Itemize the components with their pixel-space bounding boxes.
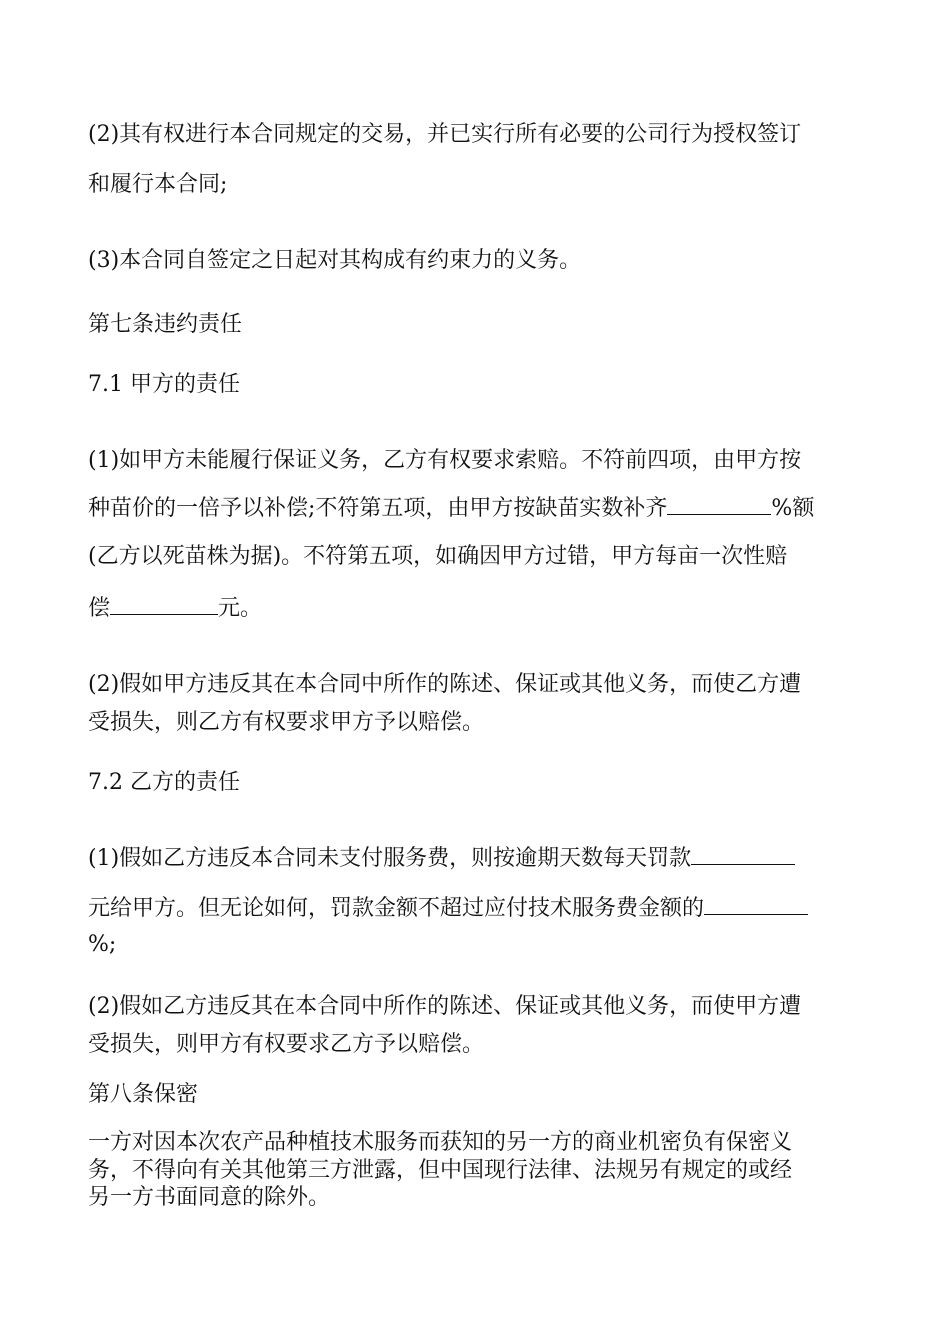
paragraph-line: (1)如甲方未能履行保证义务，乙方有权要求索赔。不符前四项，由甲方按 [88,448,802,473]
paragraph-text: 元。 [218,596,263,621]
paragraph-line: (3)本合同自签定之日起对其构成有约束力的义务。 [88,248,582,273]
paragraph-text: 种苗价的一倍予以补偿;不符第五项，由甲方按缺苗实数补齐 [88,496,668,521]
paragraph-text: 元给甲方。但无论如何，罚款金额不超过应付技术服务费金额的 [88,896,705,921]
fill-in-blank[interactable] [667,513,771,515]
paragraph-line: (乙方以死苗株为据)。不符第五项，如确因甲方过错，甲方每亩一次性赔 [88,544,788,569]
paragraph-line: 另一方书面同意的除外。 [88,1185,331,1210]
paragraph-line-with-blank [88,498,814,520]
paragraph-text: 偿 [88,596,111,621]
section-heading: 第七条违约责任 [88,312,243,337]
subsection-heading: 7.1 甲方的责任 [88,372,240,397]
paragraph-line-with-blank [88,848,795,870]
paragraph-line: 一方对因本次农产品种植技术服务而获知的另一方的商业机密负有保密义 [88,1130,793,1155]
fill-in-blank[interactable] [691,863,795,865]
paragraph-line: (2)其有权进行本合同规定的交易，并已实行所有必要的公司行为授权签订 [88,122,802,147]
paragraph-line: (2)假如甲方违反其在本合同中所作的陈述、保证或其他义务，而使乙方遭 [88,672,802,697]
paragraph-text: %额 [771,496,815,521]
paragraph-text: (1)假如乙方违反本合同未支付服务费，则按逾期天数每天罚款 [88,846,692,871]
fill-in-blank[interactable] [704,913,808,915]
paragraph-line-with-blank [88,598,262,620]
paragraph-line: %; [88,932,117,957]
paragraph-line: 受损失，则乙方有权要求甲方予以赔偿。 [88,710,485,735]
paragraph-line-with-blank [88,898,808,920]
paragraph-line: 和履行本合同; [88,172,228,197]
paragraph-line: 受损失，则甲方有权要求乙方予以赔偿。 [88,1032,485,1057]
subsection-heading: 7.2 乙方的责任 [88,770,240,795]
paragraph-line: (2)假如乙方违反其在本合同中所作的陈述、保证或其他义务，而使甲方遭 [88,994,802,1019]
paragraph-line: 务，不得向有关其他第三方泄露，但中国现行法律、法规另有规定的或经 [88,1158,793,1183]
section-heading: 第八条保密 [88,1082,199,1107]
fill-in-blank[interactable] [110,613,218,615]
